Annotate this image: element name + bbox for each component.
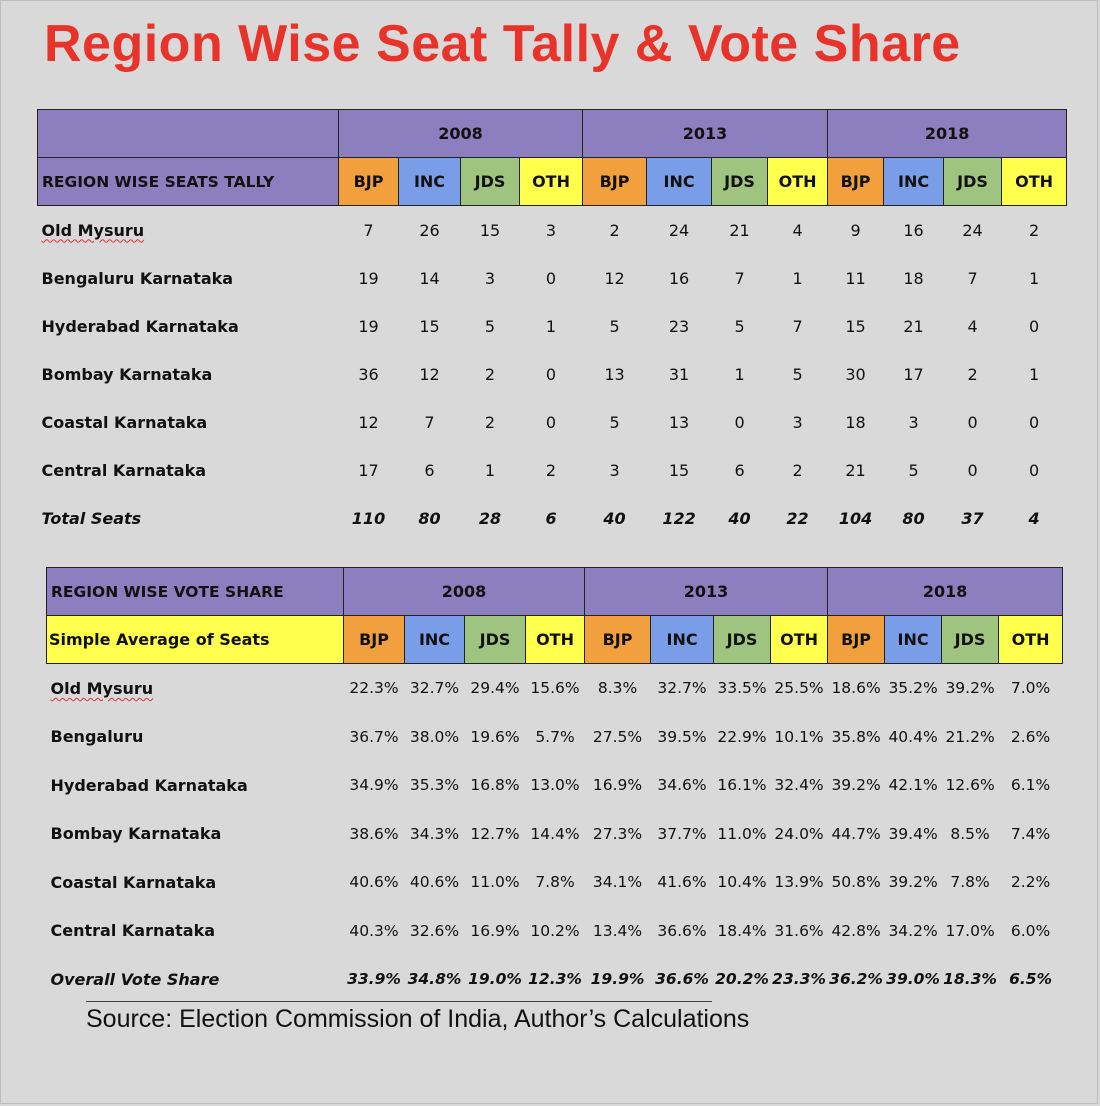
votes-table-row (47, 810, 1063, 859)
party-header-jds: JDS (465, 616, 526, 664)
votes-cell-2013-jds: 16.1% (717, 776, 767, 795)
votes-cell-2018-bjp: 44.7% (831, 824, 881, 843)
votes-cell-2008-oth: 10.2% (530, 921, 580, 940)
votes-region-name: Hyderabad Karnataka (50, 775, 248, 795)
votes-cell-2018-oth: 7.0% (1010, 679, 1051, 698)
seats-cell-2008-bjp: 19 (358, 268, 379, 288)
party-header-oth: OTH (526, 616, 585, 664)
votes-cell-2018-bjp: 39.2% (831, 776, 881, 795)
votes-table-row (47, 907, 1063, 956)
region-name-text: Old Mysuru (50, 678, 154, 698)
seats-cell-2013-jds: 0 (734, 412, 745, 432)
votes-cell-2013-jds: 18.4% (717, 921, 767, 940)
seats-tally-table (37, 109, 1067, 542)
seats-cell-2008-oth: 3 (545, 220, 557, 240)
votes-cell-2018-oth: 2.6% (1010, 727, 1051, 746)
seats-cell-2008-inc: 6 (424, 460, 435, 480)
seats-year-header: 2018 (828, 110, 1067, 158)
seats-cell-2018-oth: 0 (1028, 412, 1040, 432)
seats-cell-2018-jds: 0 (967, 412, 978, 432)
seats-cell-2008-bjp: 110 (351, 508, 386, 528)
votes-region-name: Bombay Karnataka (50, 824, 222, 844)
votes-cell-2018-inc: 39.4% (888, 824, 938, 843)
seats-total-label: Total Seats (41, 508, 142, 528)
votes-cell-2008-inc: 34.3% (409, 824, 460, 843)
seats-cell-2013-inc: 13 (668, 412, 690, 432)
seats-cell-2008-bjp: 12 (358, 412, 379, 432)
votes-cell-2013-bjp: 16.9% (592, 776, 643, 795)
party-header-inc: INC (399, 158, 461, 206)
votes-year-header: 2008 (344, 568, 585, 616)
party-header-jds: JDS (942, 616, 999, 664)
seats-cell-2008-jds: 2 (484, 364, 496, 384)
votes-cell-2018-jds: 7.8% (950, 873, 990, 892)
votes-cell-2008-oth: 12.3% (528, 970, 582, 989)
votes-cell-2018-oth: 6.5% (1009, 970, 1053, 989)
seats-cell-2018-bjp: 11 (845, 268, 866, 288)
votes-cell-2018-jds: 21.2% (945, 727, 995, 746)
votes-region-name: Central Karnataka (50, 921, 216, 941)
seats-cell-2018-bjp: 15 (845, 316, 866, 336)
seats-cell-2008-inc: 14 (419, 268, 440, 288)
votes-cell-2013-inc: 36.6% (655, 970, 709, 989)
seats-cell-2008-bjp: 7 (363, 220, 374, 240)
votes-cell-2013-oth: 32.4% (774, 776, 824, 795)
seats-cell-2008-jds: 28 (478, 508, 502, 528)
votes-cell-2018-inc: 35.2% (888, 679, 938, 698)
seats-year-header: 2013 (583, 110, 828, 158)
votes-cell-2018-inc: 39.2% (888, 873, 938, 892)
seats-table-row (38, 254, 1067, 302)
votes-cell-2008-bjp: 38.6% (349, 824, 399, 843)
votes-cell-2013-bjp: 19.9% (590, 970, 645, 989)
votes-cell-2013-oth: 24.0% (774, 824, 824, 843)
seats-cell-2008-bjp: 17 (358, 460, 379, 480)
party-header-jds: JDS (944, 158, 1002, 206)
seats-cell-2013-oth: 1 (792, 268, 803, 288)
votes-cell-2018-oth: 6.0% (1010, 921, 1051, 940)
seats-cell-2013-oth: 5 (792, 364, 803, 384)
seats-cell-2013-jds: 5 (734, 316, 745, 336)
seats-cell-2018-jds: 0 (967, 460, 978, 480)
seats-cell-2013-inc: 16 (668, 268, 690, 288)
seats-cell-2018-inc: 17 (903, 364, 924, 384)
votes-cell-2018-oth: 2.2% (1010, 873, 1051, 892)
seats-cell-2018-jds: 7 (967, 268, 978, 288)
seats-header-label: REGION WISE SEATS TALLY (38, 158, 339, 206)
votes-cell-2008-oth: 15.6% (530, 679, 580, 698)
votes-cell-2013-inc: 34.6% (657, 776, 707, 795)
votes-cell-2018-bjp: 50.8% (831, 873, 881, 892)
seats-cell-2008-oth: 0 (545, 268, 557, 288)
votes-cell-2008-jds: 19.6% (470, 727, 520, 746)
seats-region-name: Coastal Karnataka (41, 412, 208, 432)
party-header-oth: OTH (999, 616, 1063, 664)
seats-cell-2013-oth: 7 (792, 316, 803, 336)
seats-cell-2018-oth: 0 (1028, 316, 1040, 336)
votes-cell-2008-jds: 29.4% (470, 679, 520, 698)
source-note: Source: Election Commission of India, Author’s Calculations (86, 1005, 750, 1033)
votes-cell-2013-bjp: 27.3% (592, 824, 643, 843)
seats-cell-2018-inc: 16 (903, 220, 924, 240)
seats-cell-2008-inc: 15 (419, 316, 440, 336)
votes-cell-2008-inc: 35.3% (409, 776, 460, 795)
party-header-oth: OTH (520, 158, 583, 206)
seats-cell-2018-jds: 37 (961, 508, 984, 528)
seats-region-name: Bengaluru Karnataka (41, 268, 234, 288)
votes-year-header: 2013 (585, 568, 828, 616)
votes-cell-2013-jds: 20.2% (715, 970, 769, 989)
party-header-bjp: BJP (344, 616, 405, 664)
seats-cell-2008-jds: 1 (484, 460, 496, 480)
votes-cell-2008-bjp: 36.7% (349, 727, 399, 746)
votes-cell-2013-inc: 32.7% (657, 679, 707, 698)
seats-cell-2013-inc: 122 (662, 508, 696, 528)
votes-cell-2013-oth: 31.6% (774, 921, 824, 940)
seats-cell-2013-inc: 15 (668, 460, 690, 480)
votes-cell-2013-jds: 33.5% (717, 679, 767, 698)
votes-cell-2018-bjp: 36.2% (829, 970, 883, 989)
votes-total-row (47, 955, 1063, 1004)
votes-region-name (47, 664, 344, 713)
seats-cell-2008-bjp: 19 (358, 316, 379, 336)
seats-cell-2018-oth: 4 (1028, 508, 1040, 528)
seats-cell-2018-bjp: 21 (845, 460, 866, 480)
seats-cell-2018-inc: 80 (902, 508, 925, 528)
seats-cell-2018-inc: 3 (908, 412, 919, 432)
seats-cell-2008-bjp: 36 (358, 364, 379, 384)
seats-region-name (38, 206, 339, 255)
seats-cell-2018-oth: 2 (1028, 220, 1040, 240)
votes-sub-label: Simple Average of Seats (47, 616, 344, 664)
seats-cell-2013-oth: 22 (786, 508, 809, 528)
votes-cell-2008-jds: 12.7% (470, 824, 520, 843)
votes-cell-2008-jds: 16.8% (470, 776, 520, 795)
seats-cell-2008-oth: 0 (545, 412, 557, 432)
votes-cell-2018-inc: 34.2% (888, 921, 938, 940)
votes-cell-2018-bjp: 18.6% (831, 679, 881, 698)
seats-table-row (38, 398, 1067, 446)
party-header-inc: INC (405, 616, 465, 664)
party-header-inc: INC (651, 616, 714, 664)
votes-cell-2018-inc: 39.0% (886, 970, 940, 989)
votes-cell-2018-oth: 6.1% (1010, 776, 1051, 795)
seats-cell-2008-jds: 2 (484, 412, 496, 432)
party-header-bjp: BJP (583, 158, 647, 206)
votes-cell-2013-bjp: 27.5% (592, 727, 643, 746)
votes-header-label: REGION WISE VOTE SHARE (47, 568, 344, 616)
seats-cell-2008-oth: 2 (545, 460, 557, 480)
votes-cell-2018-bjp: 42.8% (831, 921, 881, 940)
seats-header-corner (38, 110, 339, 158)
seats-cell-2013-bjp: 5 (609, 412, 620, 432)
party-header-bjp: BJP (828, 616, 885, 664)
votes-table-row (47, 761, 1063, 810)
votes-cell-2008-oth: 7.8% (535, 873, 575, 892)
votes-total-label: Overall Vote Share (50, 969, 220, 989)
seats-cell-2013-bjp: 13 (604, 364, 625, 384)
source-divider (86, 1001, 712, 1002)
seats-cell-2018-bjp: 104 (838, 508, 873, 528)
party-header-jds: JDS (712, 158, 768, 206)
seats-cell-2013-jds: 1 (734, 364, 745, 384)
seats-cell-2018-bjp: 30 (845, 364, 866, 384)
votes-cell-2018-jds: 18.3% (943, 970, 997, 989)
party-header-inc: INC (885, 616, 942, 664)
seats-cell-2013-jds: 6 (734, 460, 745, 480)
votes-cell-2008-jds: 19.0% (468, 970, 522, 989)
votes-cell-2008-bjp: 22.3% (349, 679, 399, 698)
seats-cell-2018-oth: 0 (1028, 460, 1040, 480)
votes-cell-2013-oth: 13.9% (774, 873, 824, 892)
votes-cell-2008-inc: 34.8% (407, 970, 462, 989)
votes-cell-2008-oth: 14.4% (530, 824, 580, 843)
votes-cell-2008-bjp: 40.3% (349, 921, 399, 940)
seats-cell-2013-jds: 40 (728, 508, 751, 528)
votes-cell-2013-jds: 11.0% (717, 824, 767, 843)
seats-cell-2008-inc: 26 (419, 220, 440, 240)
votes-region-name: Bengaluru (50, 727, 144, 747)
votes-table-row (47, 713, 1063, 762)
votes-cell-2008-inc: 40.6% (409, 873, 460, 892)
seats-cell-2008-inc: 7 (424, 412, 435, 432)
party-header-oth: OTH (768, 158, 828, 206)
seats-cell-2018-inc: 18 (903, 268, 924, 288)
votes-cell-2013-jds: 10.4% (717, 873, 767, 892)
seats-cell-2018-oth: 1 (1028, 268, 1040, 288)
seats-cell-2013-jds: 7 (734, 268, 745, 288)
seats-cell-2018-jds: 24 (962, 220, 983, 240)
party-header-bjp: BJP (828, 158, 884, 206)
votes-cell-2008-jds: 16.9% (470, 921, 520, 940)
votes-cell-2013-oth: 23.3% (772, 970, 826, 989)
votes-cell-2018-jds: 17.0% (945, 921, 995, 940)
seats-cell-2008-oth: 6 (545, 508, 557, 528)
seats-cell-2013-bjp: 12 (604, 268, 625, 288)
party-header-jds: JDS (714, 616, 771, 664)
seats-cell-2013-bjp: 40 (603, 508, 626, 528)
votes-cell-2008-bjp: 33.9% (347, 970, 401, 989)
votes-year-header: 2018 (828, 568, 1063, 616)
seats-table-row (38, 206, 1067, 255)
seats-region-name: Hyderabad Karnataka (41, 316, 239, 336)
votes-cell-2013-inc: 39.5% (657, 727, 707, 746)
seats-cell-2008-inc: 12 (419, 364, 440, 384)
votes-region-name: Coastal Karnataka (50, 872, 217, 892)
seats-cell-2008-oth: 1 (545, 316, 557, 336)
seats-region-name: Bombay Karnataka (41, 364, 213, 384)
seats-cell-2013-bjp: 2 (609, 220, 620, 240)
seats-region-name: Central Karnataka (41, 460, 207, 480)
region-name-text: Old Mysuru (41, 220, 145, 240)
votes-cell-2018-jds: 12.6% (945, 776, 995, 795)
seats-cell-2013-bjp: 3 (609, 460, 620, 480)
votes-cell-2013-oth: 25.5% (774, 679, 824, 698)
seats-table-row (38, 446, 1067, 494)
votes-cell-2018-jds: 39.2% (945, 679, 995, 698)
votes-cell-2008-oth: 5.7% (535, 727, 575, 746)
votes-cell-2008-inc: 32.6% (409, 921, 460, 940)
votes-cell-2013-inc: 37.7% (657, 824, 707, 843)
seats-cell-2018-bjp: 9 (850, 220, 861, 240)
votes-cell-2013-bjp: 34.1% (592, 873, 643, 892)
seats-year-header: 2008 (339, 110, 583, 158)
seats-cell-2008-jds: 15 (479, 220, 501, 240)
party-header-oth: OTH (1002, 158, 1067, 206)
party-header-jds: JDS (461, 158, 520, 206)
votes-cell-2018-bjp: 35.8% (831, 727, 881, 746)
vote-share-table (46, 567, 1063, 1004)
votes-cell-2013-jds: 22.9% (717, 727, 767, 746)
seats-cell-2008-jds: 5 (484, 316, 496, 336)
votes-cell-2013-inc: 36.6% (657, 921, 707, 940)
seats-cell-2018-oth: 1 (1028, 364, 1040, 384)
seats-cell-2018-inc: 5 (908, 460, 919, 480)
votes-cell-2018-inc: 40.4% (888, 727, 938, 746)
votes-cell-2013-bjp: 13.4% (592, 921, 643, 940)
seats-cell-2008-inc: 80 (418, 508, 441, 528)
votes-cell-2008-inc: 32.7% (409, 679, 460, 698)
votes-cell-2008-bjp: 34.9% (349, 776, 399, 795)
seats-cell-2008-oth: 0 (545, 364, 557, 384)
seats-cell-2018-jds: 2 (967, 364, 978, 384)
votes-cell-2008-inc: 38.0% (409, 727, 460, 746)
party-header-oth: OTH (771, 616, 828, 664)
votes-cell-2013-bjp: 8.3% (597, 679, 638, 698)
party-header-bjp: BJP (585, 616, 651, 664)
seats-cell-2013-inc: 31 (668, 364, 690, 384)
seats-cell-2008-jds: 3 (484, 268, 496, 288)
votes-cell-2008-oth: 13.0% (530, 776, 580, 795)
seats-cell-2013-oth: 3 (792, 412, 803, 432)
seats-cell-2013-bjp: 5 (609, 316, 620, 336)
seats-cell-2013-jds: 21 (729, 220, 750, 240)
votes-cell-2008-jds: 11.0% (470, 873, 520, 892)
votes-cell-2013-oth: 10.1% (774, 727, 824, 746)
page-title: Region Wise Seat Tally & Vote Share (44, 15, 961, 73)
seats-cell-2013-oth: 2 (792, 460, 803, 480)
votes-table-row (47, 664, 1063, 713)
party-header-inc: INC (884, 158, 944, 206)
seats-cell-2013-inc: 24 (668, 220, 690, 240)
votes-cell-2008-bjp: 40.6% (349, 873, 399, 892)
votes-cell-2018-jds: 8.5% (950, 824, 990, 843)
votes-cell-2018-inc: 42.1% (888, 776, 938, 795)
votes-table-row (47, 858, 1063, 907)
seats-table-row (38, 302, 1067, 350)
seats-cell-2018-jds: 4 (967, 316, 978, 336)
party-header-inc: INC (647, 158, 712, 206)
seats-cell-2018-inc: 21 (903, 316, 924, 336)
party-header-bjp: BJP (339, 158, 399, 206)
votes-cell-2013-inc: 41.6% (657, 873, 707, 892)
seats-cell-2018-bjp: 18 (845, 412, 866, 432)
seats-total-row (38, 494, 1067, 542)
seats-table-row (38, 350, 1067, 398)
seats-cell-2013-oth: 4 (792, 220, 803, 240)
seats-cell-2013-inc: 23 (668, 316, 690, 336)
votes-cell-2018-oth: 7.4% (1010, 824, 1051, 843)
